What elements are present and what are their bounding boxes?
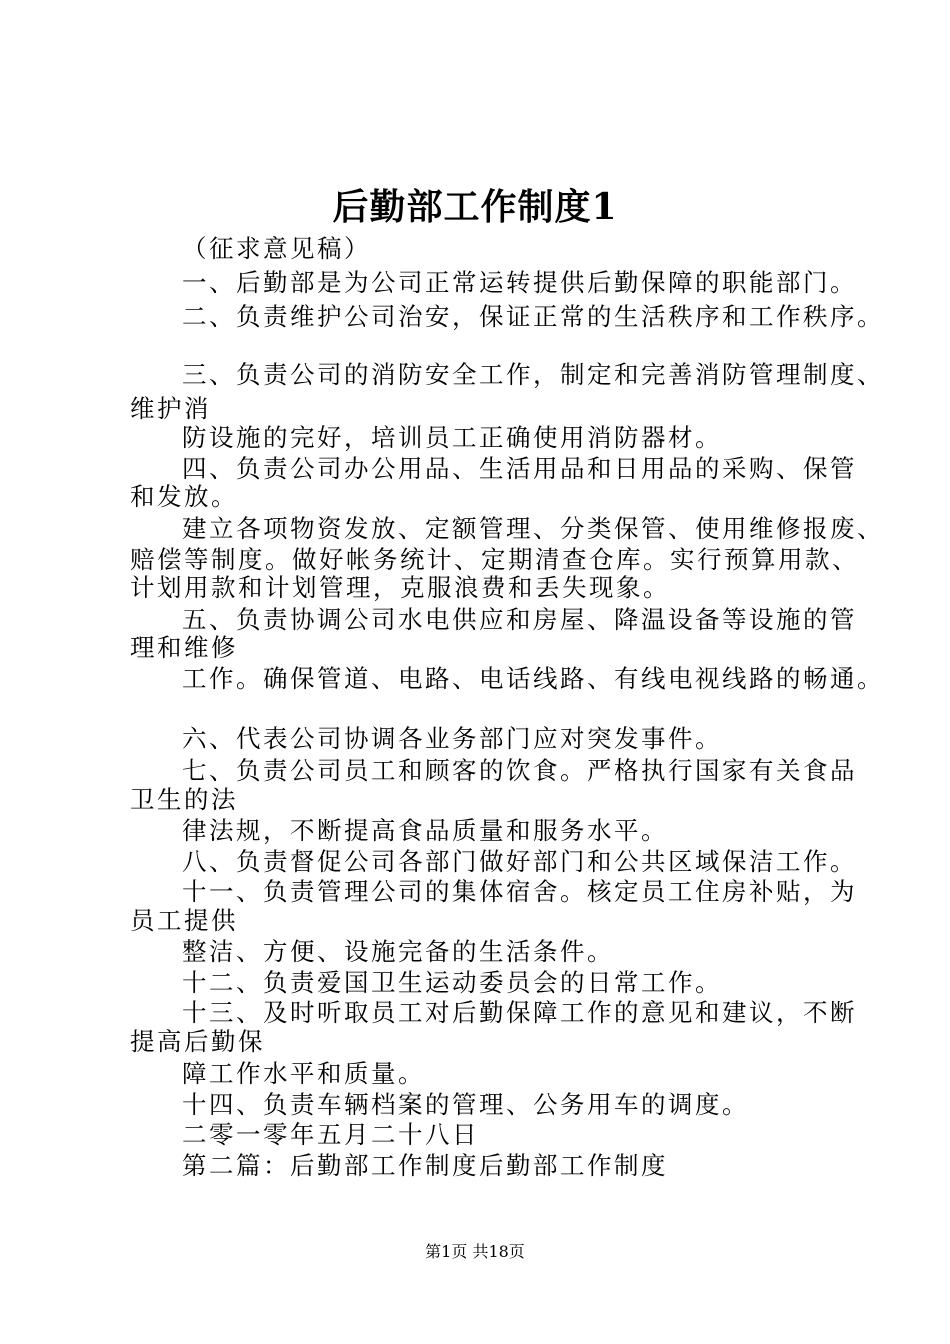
paragraph-line: 十三、及时听取员工对后勤保障工作的意见和建议，不断: [182, 998, 857, 1027]
paragraph-line: 防设施的完好，培训员工正确使用消防器材。: [182, 423, 722, 452]
paragraph-line: 建立各项物资发放、定额管理、分类保管、使用维修报废、: [182, 514, 884, 543]
paragraph-line: 八、负责督促公司各部门做好部门和公共区域保洁工作。: [182, 847, 857, 876]
paragraph-line: 五、负责协调公司水电供应和房屋、降温设备等设施的管: [182, 605, 857, 634]
paragraph-line: 提高后勤保: [130, 1027, 265, 1056]
paragraph-line: 员工提供: [130, 906, 238, 935]
document-title: 后勤部工作制度1: [332, 186, 618, 228]
paragraph-line: 障工作水平和质量。: [182, 1059, 425, 1088]
paragraph-line: 四、负责公司办公用品、生活用品和日用品的采购、保管: [182, 454, 857, 483]
paragraph-line: 一、后勤部是为公司正常运转提供后勤保障的职能部门。: [182, 268, 857, 297]
paragraph-line: 第二篇：后勤部工作制度后勤部工作制度: [182, 1151, 668, 1180]
paragraph-line: 和发放。: [130, 482, 238, 511]
paragraph-line: 卫生的法: [130, 785, 238, 814]
paragraph-line: 工作。确保管道、电路、电话线路、有线电视线路的畅通。: [182, 664, 884, 693]
paragraph-line: 七、负责公司员工和顾客的饮食。严格执行国家有关食品: [182, 756, 857, 785]
paragraph-line: 整洁、方便、设施完备的生活条件。: [182, 937, 614, 966]
paragraph-line: 计划用款和计划管理，克服浪费和丢失现象。: [130, 573, 670, 602]
paragraph-line: 十二、负责爱国卫生运动委员会的日常工作。: [182, 968, 722, 997]
paragraph-line: （征求意见稿）: [182, 234, 371, 263]
paragraph-line: 三、负责公司的消防安全工作，制定和完善消防管理制度、: [182, 360, 884, 389]
paragraph-line: 律法规，不断提高食品质量和服务水平。: [182, 816, 668, 845]
paragraph-line: 赔偿等制度。做好帐务统计、定期清查仓库。实行预算用款、: [130, 545, 859, 574]
paragraph-line: 理和维修: [130, 633, 238, 662]
paragraph-line: 十一、负责管理公司的集体宿舍。核定员工住房补贴，为: [182, 877, 857, 906]
paragraph-line: 六、代表公司协调各业务部门应对突发事件。: [182, 724, 722, 753]
page-number: 第1页 共18页: [425, 1242, 525, 1261]
paragraph-line: 二零一零年五月二十八日: [182, 1120, 479, 1149]
paragraph-line: 十四、负责车辆档案的管理、公务用车的调度。: [182, 1090, 749, 1119]
paragraph-line: 维护消: [130, 394, 211, 423]
paragraph-line: 二、负责维护公司治安，保证正常的生活秩序和工作秩序。: [182, 302, 884, 331]
